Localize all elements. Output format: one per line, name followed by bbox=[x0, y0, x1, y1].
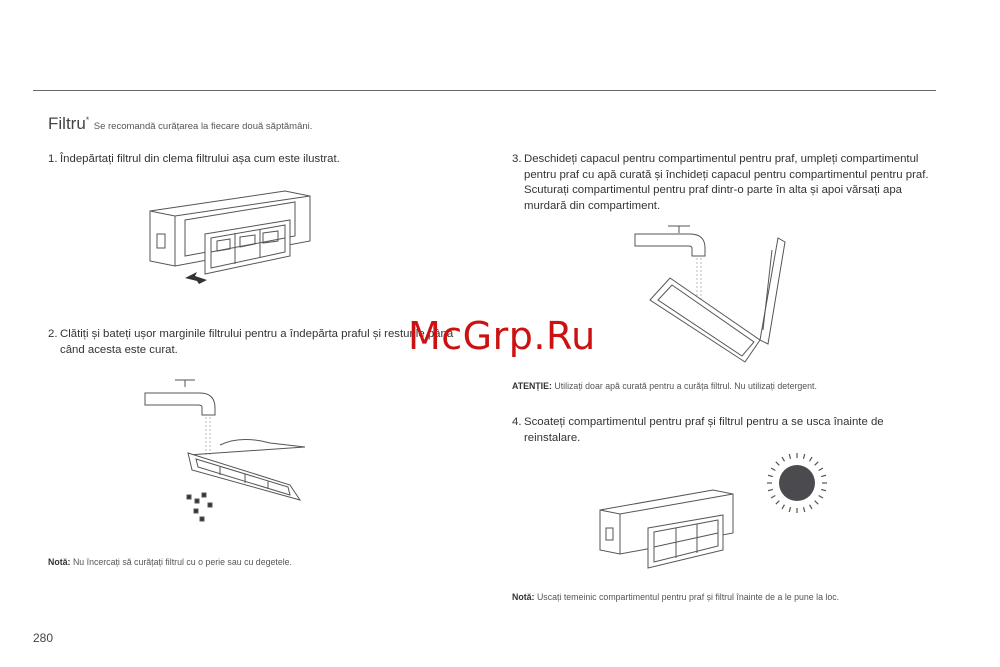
step-number: 2. bbox=[48, 328, 58, 340]
warning-note bbox=[512, 381, 817, 391]
step-number: 1. bbox=[48, 153, 58, 165]
sun-ray bbox=[768, 475, 773, 476]
step-text: Îndepărtați filtrul din clema filtrului așa cum este ilustrat. bbox=[60, 153, 340, 165]
sun-ray bbox=[815, 501, 819, 505]
faucet-rinse-filter-illustration bbox=[140, 375, 310, 525]
sun-ray bbox=[810, 505, 813, 509]
sun-ray bbox=[776, 501, 780, 505]
note-label: Notă: bbox=[48, 557, 71, 567]
sun-ray bbox=[810, 457, 813, 461]
step-number: 4. bbox=[512, 416, 522, 428]
faucet-fill-bin-illustration bbox=[630, 220, 790, 370]
sun-ray bbox=[803, 454, 804, 459]
sun-ray bbox=[815, 462, 819, 466]
note-text: Nu încercați să curățați filtrul cu o perie sau cu degetele. bbox=[72, 557, 292, 567]
sun-ray bbox=[768, 489, 773, 490]
dust-bin-filter-removal-illustration bbox=[145, 186, 315, 291]
header-rule bbox=[33, 90, 936, 91]
sun-ray bbox=[771, 496, 775, 499]
sun-ray bbox=[821, 489, 826, 490]
left-note bbox=[48, 557, 292, 567]
sun-ray bbox=[782, 457, 785, 461]
warning-text: Utilizați doar apă curată pentru a curăța filtrul. Nu utilizați detergent. bbox=[554, 381, 817, 391]
sun-ray bbox=[819, 468, 823, 471]
step-text: Clătiți și bateți ușor marginile filtrului pentru a îndepărta praful și resturile până când acesta este curat. bbox=[60, 328, 454, 356]
sun-ray bbox=[771, 468, 775, 471]
sun-ray bbox=[821, 475, 826, 476]
footnote-asterisk: * bbox=[85, 115, 90, 125]
section-title: Filtru bbox=[48, 114, 86, 133]
page-number: 280 bbox=[33, 631, 54, 645]
warning-label: ATENȚIE: bbox=[512, 381, 552, 391]
step-number: 3. bbox=[512, 153, 522, 165]
sun-ray bbox=[819, 496, 823, 499]
step-text: Scoateți compartimentul pentru praf și filtrul pentru a se usca înainte de reinstalare. bbox=[524, 416, 884, 444]
section-subtitle: Se recomandă curățarea la fiecare două săptămâni. bbox=[93, 121, 313, 132]
note-text: Uscați temeinic compartimentul pentru praf și filtrul înainte de a le pune la loc. bbox=[536, 592, 840, 602]
sun-ray bbox=[789, 454, 790, 459]
step-2 bbox=[48, 327, 458, 358]
sun-ray bbox=[789, 507, 790, 512]
section-heading bbox=[48, 114, 312, 134]
step-text: Deschideți capacul pentru compartimentul pentru praf, umpleți compartimentul pentru praf cu apă curată și închideți capacul pentru compartimentul pentru praf. Scuturați compartimentul pentru praf dintr-o parte în alta și apoi vărsați apa murdară din compartiment. bbox=[524, 153, 929, 212]
sun-icon bbox=[764, 450, 830, 516]
sun-ray bbox=[782, 505, 785, 509]
step-4 bbox=[512, 415, 932, 446]
right-note bbox=[512, 592, 839, 602]
dust-bin-drying-illustration bbox=[598, 488, 738, 578]
watermark: McGrp.Ru bbox=[408, 314, 596, 358]
sun-ray bbox=[803, 507, 804, 512]
step-3 bbox=[512, 152, 932, 214]
note-label: Notă: bbox=[512, 592, 535, 602]
step-1 bbox=[48, 152, 458, 168]
sun-ray bbox=[776, 462, 780, 466]
